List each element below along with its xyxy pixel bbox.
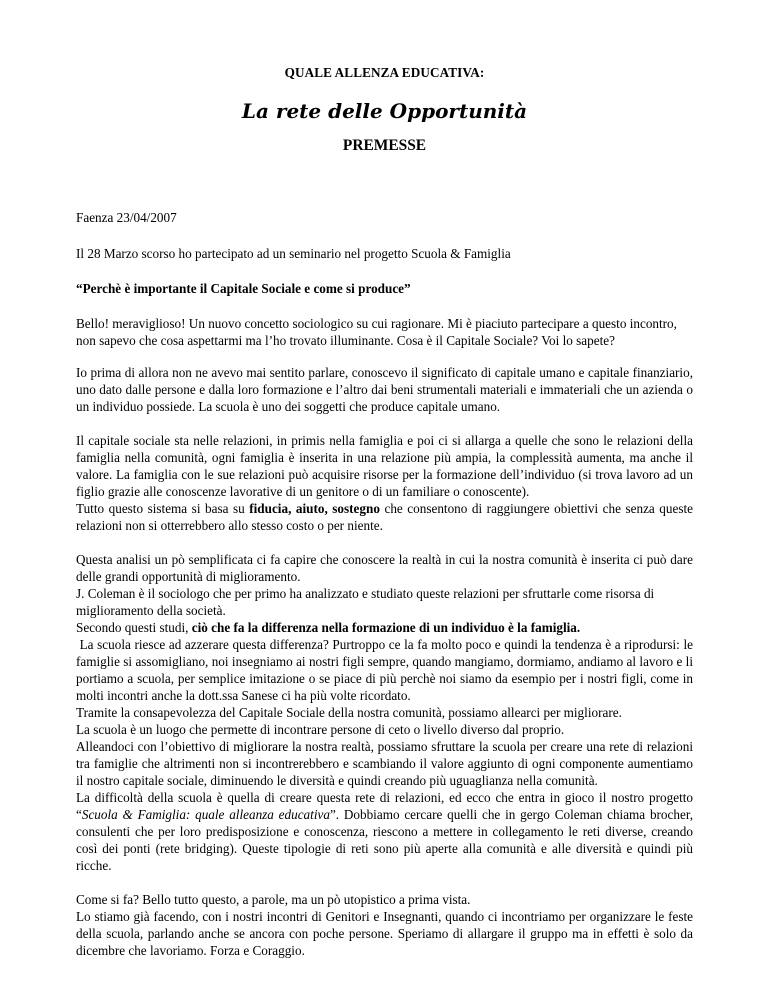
paragraph-3-line-a: Il capitale sociale sta nelle relazioni, in primis nella famiglia e poi ci si allarga a quelle che sono le relazioni della famiglia nella comunità, ogni famiglia è inserita in una relazione più ampia, la complessità aumenta, ma anche il valore. La famiglia con le sue relazioni può acquisire risorse per la formazione dell’individuo (si trova lavoro ad un figlio grazie alle conoscenze lavorative di un genitore o di un familiare o conoscente).	[76, 433, 693, 499]
date-line: Faenza 23/04/2007	[76, 210, 177, 225]
paragraph-3-post: che consentono di raggiungere obiettivi che senza queste relazioni non si otterrebbero allo stesso costo o per niente.	[76, 501, 693, 533]
paragraph-3-pre: Tutto questo sistema si basa su	[76, 501, 250, 516]
paragraph-4-line-g: Alleandoci con l’obiettivo di migliorare la nostra realtà, possiamo sfruttare la scuola per creare una rete di relazioni tra famiglie che altrimenti non si incontrerebbero e scambiando il valore aggiunto di ogni componente aumentiamo il nostro capitale sociale, diminuendo le diversità e quindi creando più uguaglianza nella comunità.	[76, 739, 693, 788]
seminar-title-quote: “Perchè è importante il Capitale Sociale e come si produce”	[76, 281, 411, 296]
paragraph-2: Io prima di allora non ne avevo mai sentito parlare, conoscevo il significato di capitale umano e capitale finanziario, uno dato dalle persone e dalla loro formazione e l’altro dai beni strumentali materiali e immateriali che un azienda o un individuo possiede. La scuola è uno dei soggetti che produce capitale umano.	[76, 365, 693, 414]
paragraph-4-h-italic: Scuola & Famiglia: quale alleanza educativa	[81, 807, 330, 822]
paragraph-5-line-b: Lo stiamo già facendo, con i nostri incontri di Genitori e Insegnanti, quando ci incontriamo per organizzare le feste della scuola, parlando anche se ancora con poche persone. Speriamo di allargare il gruppo ma in effetti è solo da dicembre che lavoriamo. Forza e Coraggio.	[76, 909, 693, 958]
paragraph-3	[76, 432, 693, 534]
document-title: QUALE ALLENZA EDUCATIVA:	[284, 65, 485, 80]
paragraph-4-line-f: La scuola è un luogo che permette di incontrare persone di ceto o livello diverso dal proprio.	[76, 722, 565, 737]
paragraph-4-line-h	[76, 789, 693, 874]
paragraph-3-bold: fiducia, aiuto, sostegno	[249, 501, 380, 516]
paragraph-4-line-c	[76, 619, 693, 636]
paragraph-4-line-b: J. Coleman è il sociologo che per primo ha analizzato e studiato queste relazioni per sfruttarle come risorsa di miglioramento della società.	[76, 586, 655, 618]
paragraph-3-line-b	[76, 500, 693, 534]
paragraph-5-line-a: Come si fa? Bello tutto questo, a parole, ma un pò utopistico a prima vista.	[76, 892, 471, 907]
paragraph-5	[76, 891, 693, 959]
paragraph-4-h-pre: La difficoltà della scuola è quella di creare questa rete di relazioni, ed ecco che entra in gioco il nostro progetto “	[76, 790, 693, 822]
section-heading: PREMESSE	[342, 137, 427, 154]
paragraph-4-c-pre: Secondo questi studi,	[76, 620, 192, 635]
document-subtitle: La rete delle Opportunità	[241, 99, 528, 123]
paragraph-4-c-bold: ciò che fa la differenza nella formazione di un individuo è la famiglia.	[191, 620, 581, 635]
paragraph-4-h-post: ”. Dobbiamo cercare quelli che in gergo Coleman chiama brocher, consulenti che per loro predisposizione e conoscenza, riescono a mettere in collegamento le reti diverse, creando così dei ponti (rete bridging). Queste tipologie di reti sono più aperte alla comunità e alle diversità e quindi più ricche.	[76, 807, 693, 873]
intro-paragraph: Il 28 Marzo scorso ho partecipato ad un seminario nel progetto Scuola & Famiglia	[76, 246, 511, 261]
paragraph-1: Bello! meraviglioso! Un nuovo concetto sociologico su cui ragionare. Mi è piaciuto partecipare a questo incontro, non sapevo che cosa aspettarmi ma l’ho trovato illuminante. Cosa è il Capitale Sociale? Voi lo sapete?	[76, 316, 677, 348]
paragraph-4	[76, 551, 697, 874]
paragraph-4-line-a: Questa analisi un pò semplificata ci fa capire che conoscere la realtà in cui la nostra comunità è inserita ci può dare delle grandi opportunità di miglioramento.	[76, 552, 693, 584]
paragraph-4-line-d: La scuola riesce ad azzerare questa differenza? Purtroppo ce la fa molto poco e quindi la tendenza è a riprodursi: le famiglie si assomigliano, noi insegniamo ai nostri figli sempre, quando mangiamo, dormiamo, andiamo al lavoro e li portiamo a scuola, per semplice imitazione o se piace di più perchè noi siamo da esempio per i nostri figli, come in molti incontri anche la dott.ssa Sanese ci ha più volte ricordato.	[76, 637, 697, 703]
paragraph-4-line-e: Tramite la consapevolezza del Capitale Sociale della nostra comunità, possiamo allearci per migliorare.	[76, 705, 622, 720]
